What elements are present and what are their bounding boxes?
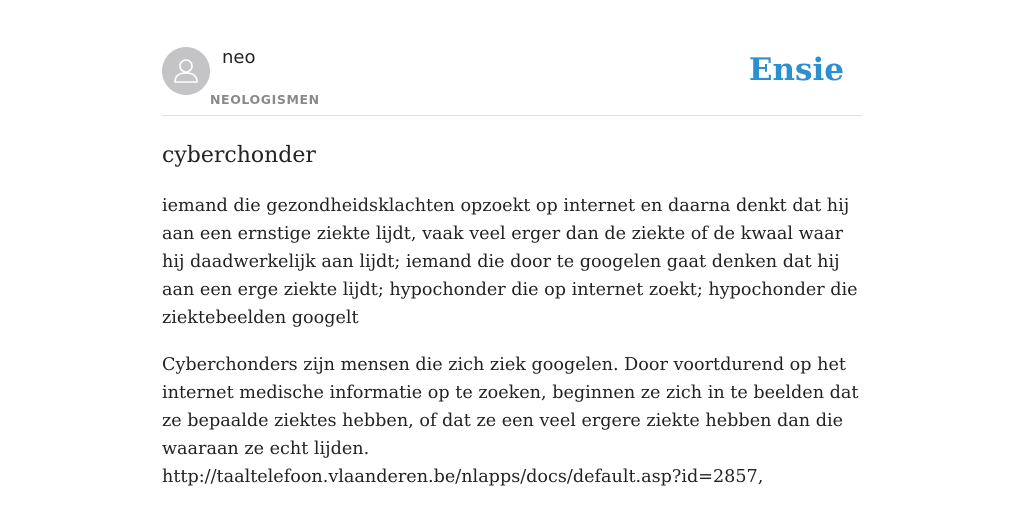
entry-header — [162, 0, 862, 116]
brand-logo[interactable]: Ensie — [748, 52, 844, 88]
example-text: Cyberchonders zijn mensen die zich ziek googelen. Door voortdurend op het internet medische informatie op te zoeken, beginnen ze zich in te beelden dat ze bepaalde ziektes hebben, of dat ze een veel ergere ziekte hebben dan die waaraan ze echt lijden. — [162, 355, 859, 459]
category-label[interactable]: NEOLOGISMEN — [210, 92, 320, 107]
entry-definition: iemand die gezondheidsklachten opzoekt op internet en daarna denkt dat hij aan een ernstige ziekte lijdt, vaak veel erger dan de ziekte of de kwaal waar hij daadwerkelijk aan lijdt; iemand die door te googelen gaat denken dat hij aan een erge ziekte lijdt; hypochonder die op internet zoekt; hypochonder die ziektebeelden googelt — [162, 196, 858, 328]
entry-term: cyberchonder — [162, 143, 316, 168]
entry-example — [162, 351, 862, 491]
entry-card — [162, 0, 862, 491]
example-source[interactable]: http://taaltelefoon.vlaanderen.be/nlapps/docs/default.asp?id=2857, — [162, 467, 764, 487]
user-icon — [162, 47, 210, 95]
avatar[interactable] — [162, 47, 210, 95]
username[interactable]: neo — [222, 47, 256, 68]
